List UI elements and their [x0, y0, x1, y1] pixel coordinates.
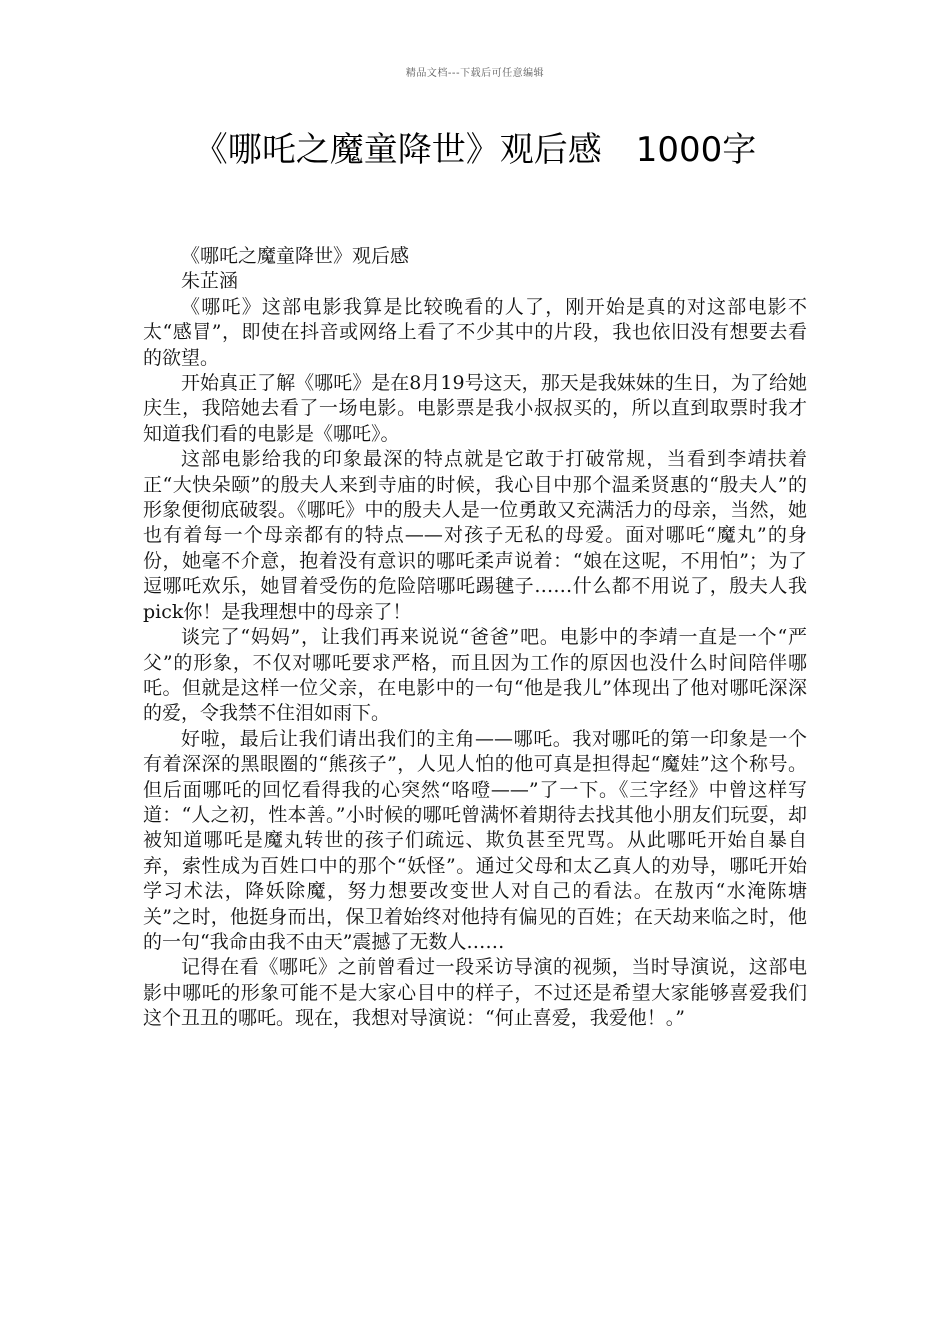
essay-paragraph: 好啦，最后让我们请出我们的主角——哪吒。我对哪吒的第一印象是一个有着深深的黑眼圈的“熊孩子”，人见人怕的他可真是担得起“魔娃”这个称号。但后面哪吒的回忆看得我的心突然“咯噔——”了一下。《三字经》中曾这样写道：“人之初，性本善。”小时候的哪吒曾满怀着期待去找其他小朋友们玩耍，却被知道哪吒是魔丸转世的孩子们疏远、欺负甚至咒骂。从此哪吒开始自暴自弃，索性成为百姓口中的那个“妖怪”。通过父母和太乙真人的劝导，哪吒开始学习术法，降妖除魔，努力想要改变世人对自己的看法。在敖丙“水淹陈塘关”之时，他挺身而出，保卫着始终对他持有偏见的百姓；在天劫来临之时，他的一句“我命由我不由天”震撼了无数人…… — [143, 727, 807, 953]
essay-paragraph: 记得在看《哪吒》之前曾看过一段采访导演的视频，当时导演说，这部电影中哪吒的形象可能不是大家心目中的样子，不过还是希望大家能够喜爱我们这个丑丑的哪吒。现在，我想对导演说：“何止喜爱，我爱他！。” — [143, 956, 807, 1030]
document-title: 《哪吒之魔童降世》观后感 1000字 — [193, 130, 757, 170]
essay-author: 朱芷涵 — [181, 270, 239, 293]
essay-heading: 《哪吒之魔童降世》观后感 — [181, 245, 410, 267]
essay-paragraph: 《哪吒》这部电影我算是比较晚看的人了，刚开始是真的对这部电影不太“感冒”，即使在抖音或网络上看了不少其中的片段，我也依旧没有想要去看的欲望。 — [143, 295, 807, 369]
essay-body — [143, 244, 807, 1032]
essay-paragraph: 开始真正了解《哪吒》是在8月19号这天，那天是我妹妹的生日，为了给她庆生，我陪她去看了一场电影。电影票是我小叔叔买的，所以直到取票时我才知道我们看的电影是《哪吒》。 — [143, 372, 807, 445]
header-note: 精品文档---下载后可任意编辑 — [405, 68, 545, 79]
essay-paragraph: 这部电影给我的印象最深的特点就是它敢于打破常规，当看到李靖扶着正“大快朵颐”的殷夫人来到寺庙的时候，我心目中那个温柔贤惠的“殷夫人”的形象便彻底破裂。《哪吒》中的殷夫人是一位勇敢又充满活力的母亲，当然，她也有着每一个母亲都有的特点——对孩子无私的母爱。面对哪吒“魔丸”的身份，她毫不介意，抱着没有意识的哪吒柔声说着：“娘在这呢，不用怕”；为了逗哪吒欢乐，她冒着受伤的危险陪哪吒踢毽子……什么都不用说了，殷夫人我pick你！是我理想中的母亲了！ — [143, 448, 807, 623]
essay-paragraph: 谈完了“妈妈”，让我们再来说说“爸爸”吧。电影中的李靖一直是一个“严父”的形象，不仅对哪吒要求严格，而且因为工作的原因也没什么时间陪伴哪吒。但就是这样一位父亲，在电影中的一句“他是我儿”体现出了他对哪吒深深的爱，令我禁不住泪如雨下。 — [143, 626, 807, 725]
